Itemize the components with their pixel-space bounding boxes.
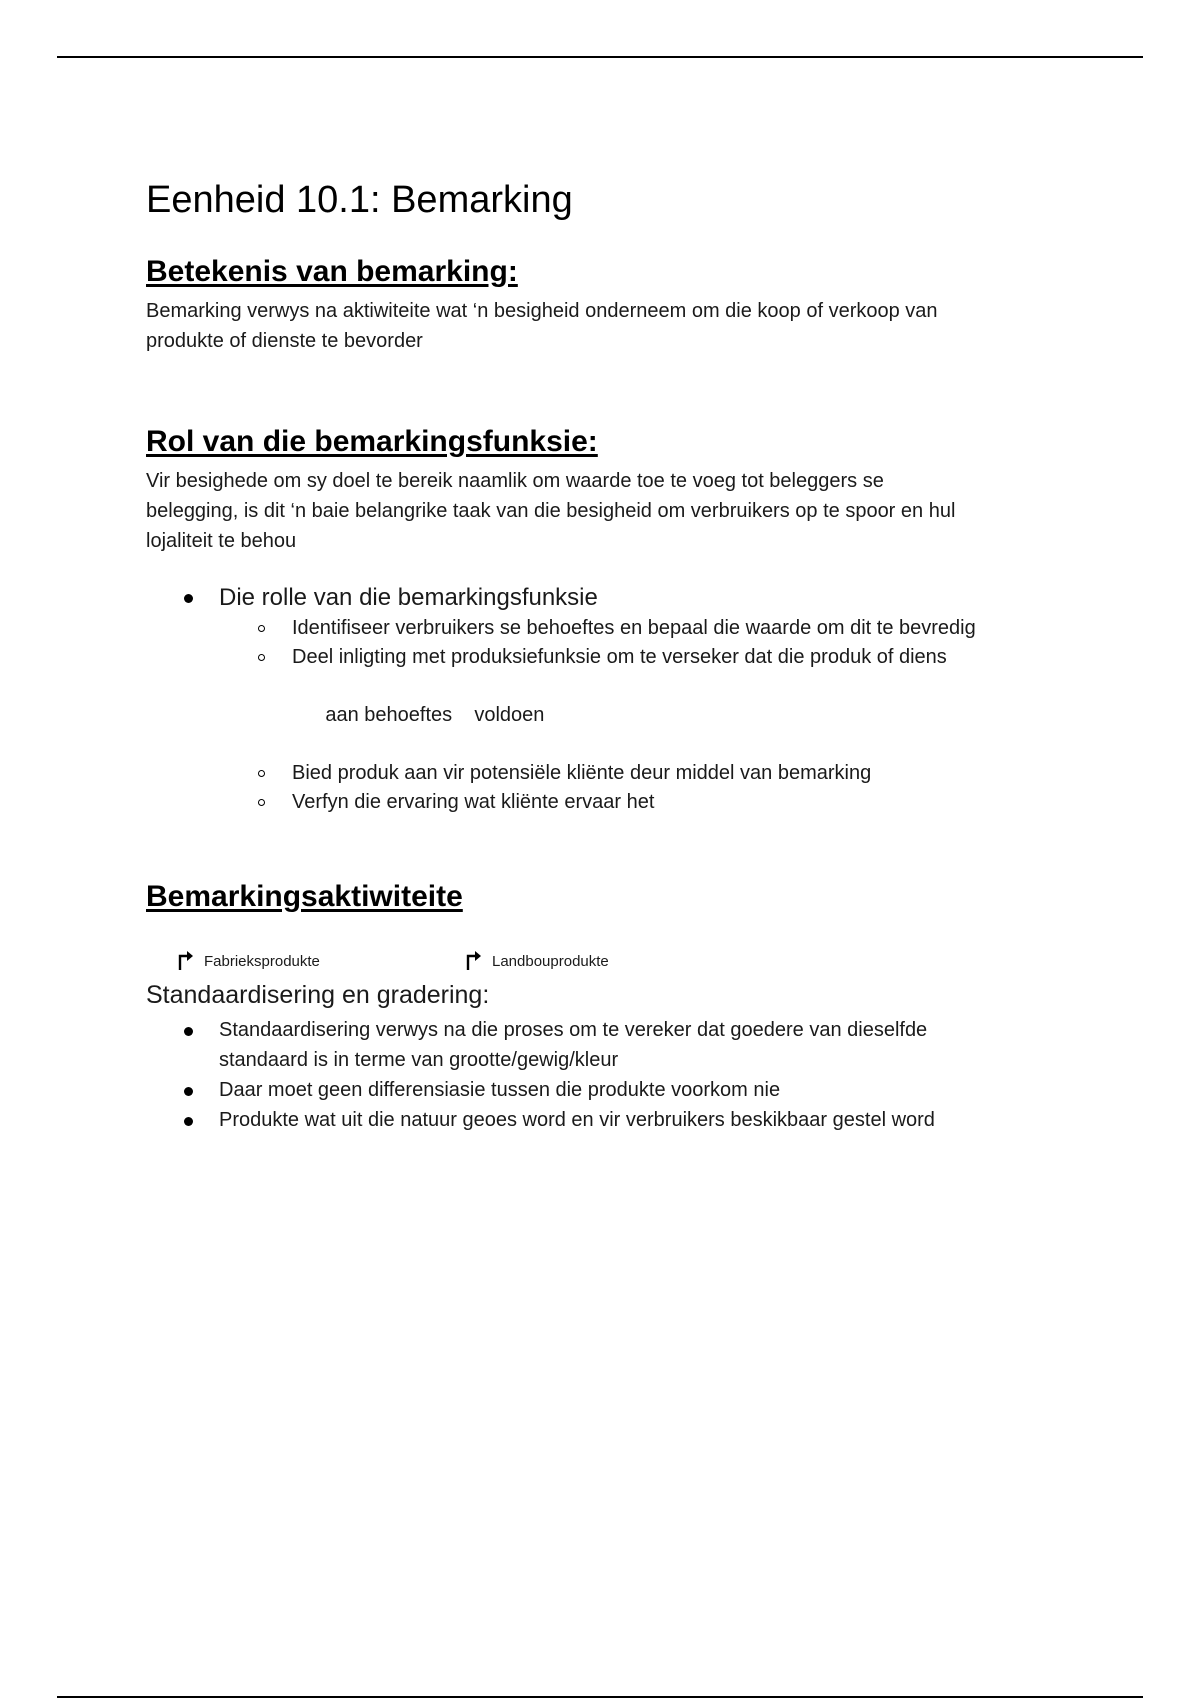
list-item-label: Verfyn die ervaring wat kliënte ervaar het <box>292 790 655 813</box>
list-item <box>146 643 1066 672</box>
bullet-icon <box>184 1027 193 1036</box>
bullet-icon <box>184 1117 193 1126</box>
tag-label: Fabrieksprodukte <box>204 952 320 970</box>
list-item <box>146 1105 1066 1135</box>
top-rule <box>57 56 1143 58</box>
paragraph-line: produkte of dienste te bevorder <box>146 329 423 352</box>
paragraph-line: lojaliteit te behou <box>146 529 297 552</box>
list-item <box>146 759 1066 788</box>
heading-bemarkingsaktiwiteite: Bemarkingsaktiwiteite <box>146 879 463 913</box>
list-item <box>146 582 1066 614</box>
standardisation-list <box>146 1015 1066 1135</box>
circle-bullet-icon <box>258 654 265 661</box>
list-item <box>146 614 1066 643</box>
turn-right-arrow-icon <box>176 949 194 971</box>
roles-sub-list <box>146 614 1066 817</box>
circle-bullet-icon <box>258 770 265 777</box>
document-body <box>146 178 1066 1135</box>
list-item <box>146 1075 1066 1105</box>
list-item <box>146 788 1066 817</box>
circle-bullet-icon <box>258 799 265 806</box>
list-item-continuation <box>146 672 1066 759</box>
heading-rol: Rol van die bemarkingsfunksie: <box>146 424 598 458</box>
roles-list <box>146 582 1066 614</box>
paragraph-line: Bemarking verwys na aktiwiteite wat ‘n besigheid onderneem om die koop of verkoop van <box>146 299 938 322</box>
list-item-continuation <box>146 1045 1066 1075</box>
bullet-icon <box>184 1087 193 1096</box>
diagram-tags <box>146 949 1066 979</box>
turn-right-arrow-icon <box>464 949 482 971</box>
list-item-label: aan behoeftes voldoen <box>325 703 545 726</box>
paragraph-betekenis <box>146 296 1066 356</box>
paragraph-rol <box>146 466 1066 556</box>
paragraph-line: belegging, is dit ‘n baie belangrike taak van die besigheid om verbruikers op te spoor en hul <box>146 499 956 522</box>
tag-fabrieksprodukte <box>176 949 320 971</box>
list-item-label: Identifiseer verbruikers se behoeftes en bepaal die waarde om dit te bevredig <box>292 616 976 639</box>
list-item-label: Bied produk aan vir potensiële kliënte deur middel van bemarking <box>292 761 872 784</box>
list-item-label: Standaardisering verwys na die proses om te vereker dat goedere van dieselfde <box>219 1018 928 1041</box>
tag-landbouprodukte <box>464 949 609 971</box>
list-item-label: Daar moet geen differensiasie tussen die produkte voorkom nie <box>219 1078 781 1101</box>
subheading-standaardisering: Standaardisering en gradering: <box>146 980 490 1009</box>
paragraph-line: Vir besighede om sy doel te bereik naamlik om waarde toe te voeg tot beleggers se <box>146 469 884 492</box>
circle-bullet-icon <box>258 625 265 632</box>
list-item-label: Produkte wat uit die natuur geoes word en vir verbruikers beskikbaar gestel word <box>219 1108 935 1131</box>
page-title: Eenheid 10.1: Bemarking <box>146 179 573 221</box>
list-item-label: Deel inligting met produksiefunksie om te verseker dat die produk of diens <box>292 645 947 668</box>
tag-label: Landbouprodukte <box>492 952 609 970</box>
list-item-label: Die rolle van die bemarkingsfunksie <box>219 583 598 611</box>
bottom-rule <box>57 1696 1143 1698</box>
bullet-icon <box>184 594 193 603</box>
heading-betekenis: Betekenis van bemarking: <box>146 254 518 288</box>
list-item-label: standaard is in terme van grootte/gewig/kleur <box>219 1048 619 1071</box>
list-item <box>146 1015 1066 1045</box>
